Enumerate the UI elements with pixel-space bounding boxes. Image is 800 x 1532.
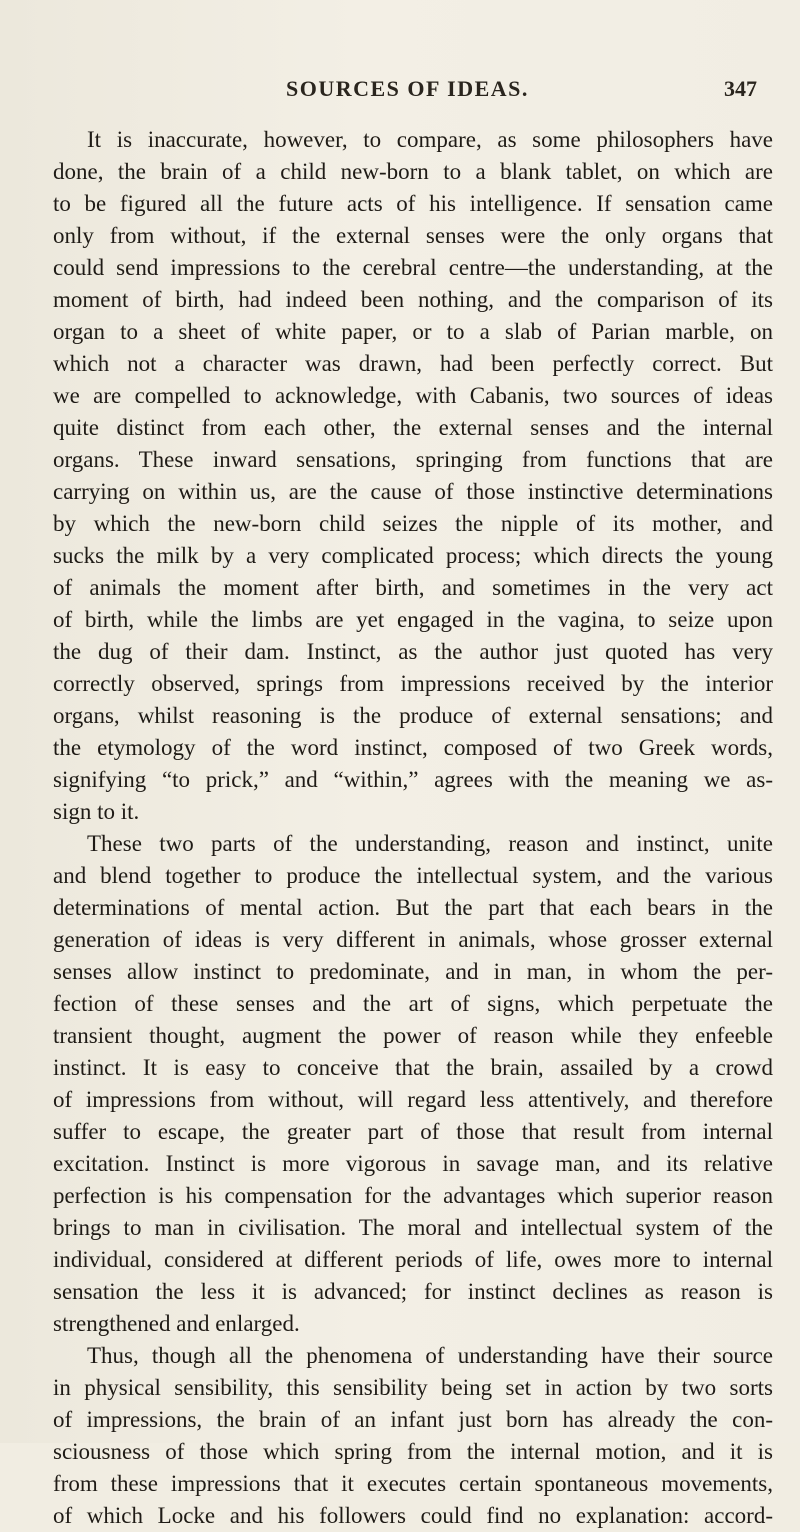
text-line: could send impressions to the cerebral centre—the understanding, at the bbox=[53, 255, 773, 280]
text-line: by which the new-born child seizes the nipple of its mother, and bbox=[53, 511, 773, 536]
text-line: sensation the less it is advanced; for instinct declines as reason is bbox=[53, 1279, 773, 1304]
text-line: individual, considered at different periods of life, owes more to internal bbox=[53, 1247, 773, 1272]
text-line: quite distinct from each other, the external senses and the internal bbox=[53, 415, 773, 440]
text-line: transient thought, augment the power of reason while they enfeeble bbox=[53, 1023, 773, 1048]
text-line: sciousness of those which spring from the internal motion, and it is bbox=[53, 1439, 773, 1464]
text-line: which not a character was drawn, had been perfectly correct. But bbox=[53, 351, 773, 376]
text-line: of birth, while the limbs are yet engaged in the vagina, to seize upon bbox=[53, 607, 773, 632]
text-line: the dug of their dam. Instinct, as the author just quoted has very bbox=[53, 639, 773, 664]
text-line: of impressions, the brain of an infant just born has already the con- bbox=[53, 1407, 773, 1432]
text-line: sign to it. bbox=[53, 799, 140, 824]
text-line: fection of these senses and the art of signs, which perpetuate the bbox=[53, 991, 773, 1016]
text-line: signifying “to prick,” and “within,” agrees with the meaning we as- bbox=[53, 767, 773, 792]
text-line: Thus, though all the phenomena of understanding have their source bbox=[87, 1343, 773, 1368]
text-line: of which Locke and his followers could find no explanation: accord- bbox=[53, 1503, 773, 1528]
text-line: generation of ideas is very different in animals, whose grosser external bbox=[53, 927, 773, 952]
text-line: It is inaccurate, however, to compare, as some philosophers have bbox=[87, 127, 773, 152]
text-line: in physical sensibility, this sensibility being set in action by two sorts bbox=[53, 1375, 773, 1400]
text-line: determinations of mental action. But the part that each bears in the bbox=[53, 895, 773, 920]
text-line: done, the brain of a child new-born to a blank tablet, on which are bbox=[53, 159, 773, 184]
text-line: strengthened and enlarged. bbox=[53, 1311, 300, 1336]
text-line: we are compelled to acknowledge, with Cabanis, two sources of ideas bbox=[53, 383, 773, 408]
text-line: moment of birth, had indeed been nothing, and the comparison of its bbox=[53, 287, 773, 312]
text-line: to be figured all the future acts of his intelligence. If sensation came bbox=[53, 191, 773, 216]
text-line: organs, whilst reasoning is the produce of external sensations; and bbox=[53, 703, 773, 728]
text-line: suffer to escape, the greater part of those that result from internal bbox=[53, 1119, 773, 1144]
page-number: 347 bbox=[724, 76, 757, 101]
text-line: excitation. Instinct is more vigorous in savage man, and its relative bbox=[53, 1151, 773, 1176]
text-line: brings to man in civilisation. The moral and intellectual system of the bbox=[53, 1215, 773, 1240]
running-title: SOURCES OF IDEAS. bbox=[286, 76, 529, 101]
text-line: sucks the milk by a very complicated process; which directs the young bbox=[53, 543, 773, 568]
text-line: organ to a sheet of white paper, or to a slab of Parian marble, on bbox=[53, 319, 773, 344]
text-line: These two parts of the understanding, reason and instinct, unite bbox=[87, 831, 773, 856]
body-text bbox=[53, 124, 773, 1532]
text-line: senses allow instinct to predominate, and in man, in whom the per- bbox=[53, 959, 773, 984]
running-head bbox=[0, 76, 800, 106]
text-line: correctly observed, springs from impressions received by the interior bbox=[53, 671, 773, 696]
text-line: only from without, if the external senses were the only organs that bbox=[53, 223, 773, 248]
text-line: instinct. It is easy to conceive that the brain, assailed by a crowd bbox=[53, 1055, 773, 1080]
text-line: the etymology of the word instinct, composed of two Greek words, bbox=[53, 735, 773, 760]
text-line: from these impressions that it executes certain spontaneous movements, bbox=[53, 1471, 773, 1496]
text-line: perfection is his compensation for the advantages which superior reason bbox=[53, 1183, 773, 1208]
text-line: organs. These inward sensations, springing from functions that are bbox=[53, 447, 773, 472]
text-line: of impressions from without, will regard less attentively, and therefore bbox=[53, 1087, 773, 1112]
text-line: of animals the moment after birth, and sometimes in the very act bbox=[53, 575, 773, 600]
text-line: and blend together to produce the intellectual system, and the various bbox=[53, 863, 773, 888]
text-line: carrying on within us, are the cause of those instinctive determinations bbox=[53, 479, 773, 504]
